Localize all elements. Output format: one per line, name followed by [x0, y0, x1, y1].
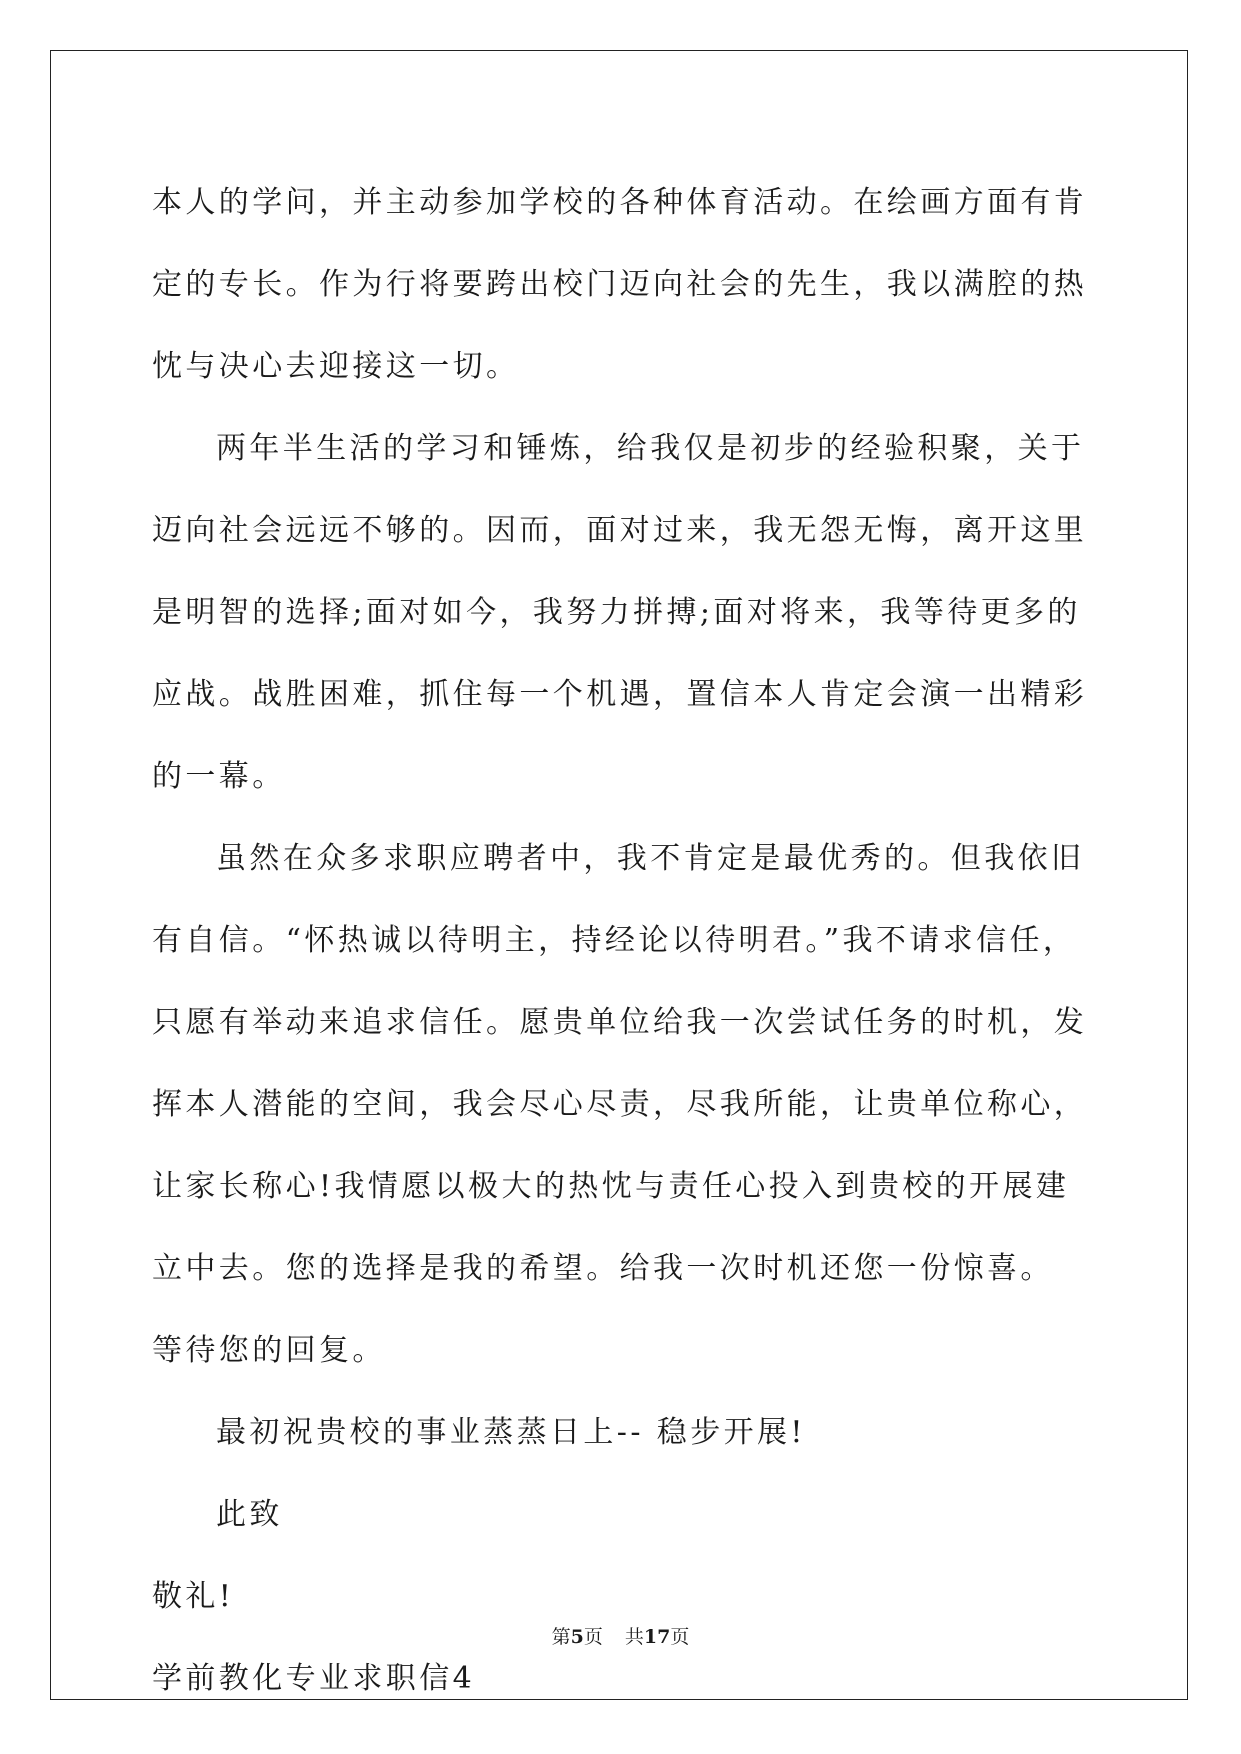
closing-wish: 最初祝贵校的事业蒸蒸日上-- 稳步开展! [216, 1415, 806, 1450]
total-suffix: 页 [670, 1626, 690, 1648]
salutation: 此致 [216, 1497, 283, 1532]
page-number: 5 [570, 1626, 584, 1648]
page-suffix: 页 [583, 1626, 603, 1648]
paragraph: 虽然在众多求职应聘者中，我不肯定是最优秀的。但我依旧有自信。“怀热诚以待明主，持经论以待明君。”我不请求信任，只愿有举动来追求信任。愿贵单位给我一次尝试任务的时机，发挥本人潜能的空间，我会尽心尽责，尽我所能，让贵单位称心，让家长称心!我情愿以极大的热忱与责任心投入到贵校的开展建立中去。您的选择是我的希望。给我一次时机还您一份惊喜。 等待您的回复。 [152, 841, 1088, 1368]
paragraph: 两年半生活的学习和锤炼，给我仅是初步的经验积聚，关于迈向社会远远不够的。因而，面对过来，我无怨无悔，离开这里是明智的选择;面对如今，我努力拼搏;面对将来，我等待更多的应战。战胜困难，抓住每一个机遇，置信本人肯定会演一出精彩的一幕。 [152, 431, 1088, 794]
next-section-title: 学前教化专业求职信4 [152, 1661, 476, 1696]
page-prefix: 第 [551, 1626, 571, 1648]
total-prefix: 共 [624, 1626, 644, 1648]
paragraph-continuation: 本人的学问，并主动参加学校的各种体育活动。在绘画方面有肯定的专长。作为行将要跨出校门迈向社会的先生，我以满腔的热忱与决心去迎接这一切。 [152, 185, 1088, 384]
total-pages: 17 [643, 1626, 671, 1648]
document-body [152, 162, 1090, 1720]
page-footer [0, 1622, 1241, 1649]
respect-line: 敬礼! [152, 1579, 235, 1614]
